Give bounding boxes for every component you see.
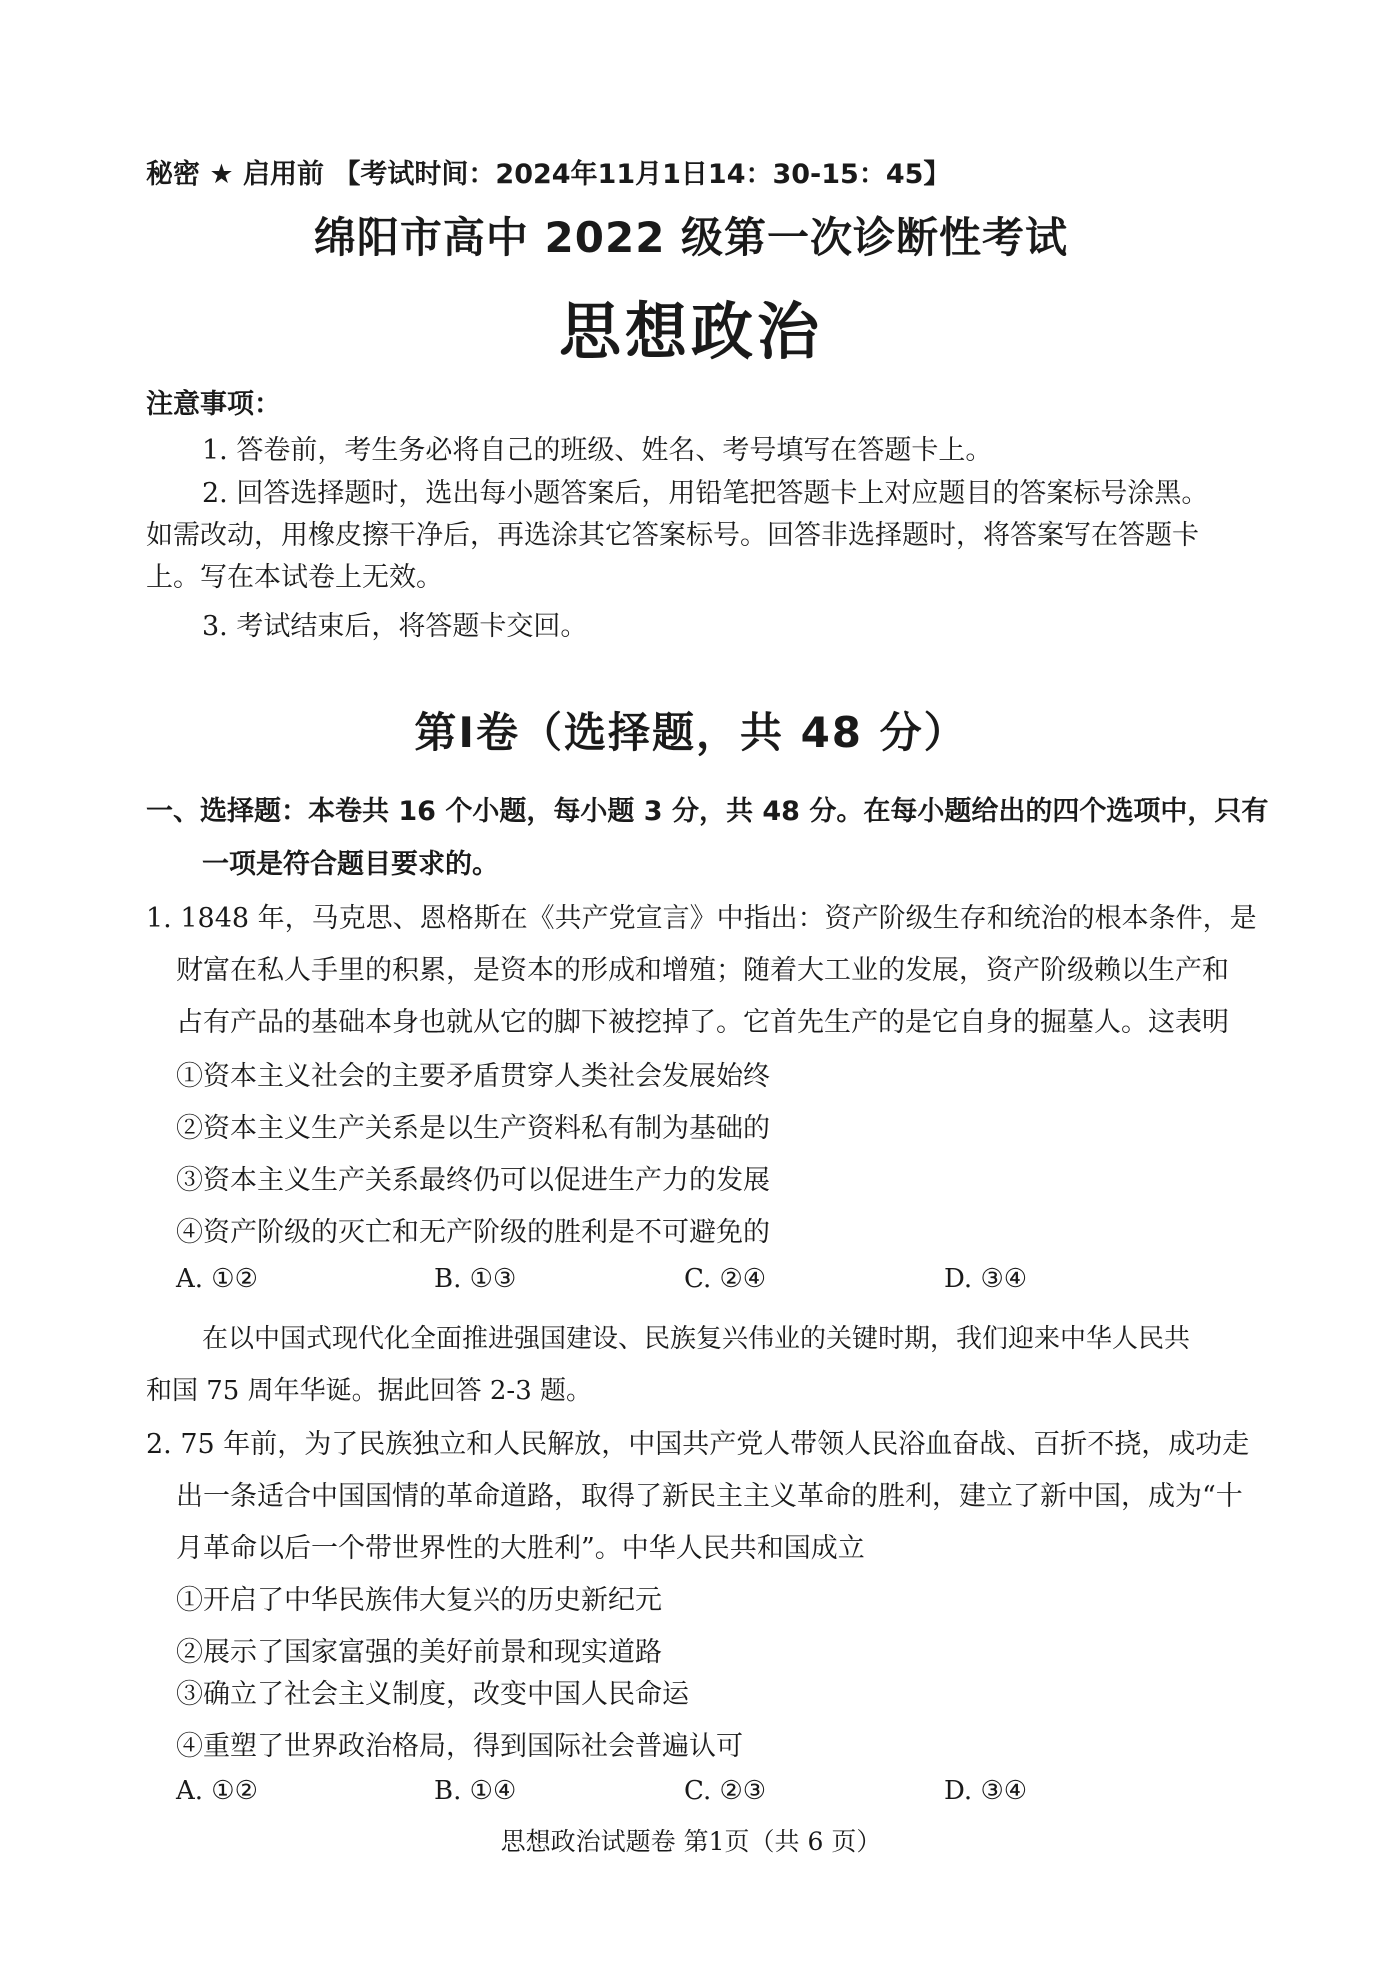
section-title: 第Ⅰ卷（选择题，共 48 分） [414,708,968,757]
part-instructions-line-1: 一、选择题：本卷共 16 个小题，每小题 3 分，共 48 分。在每小题给出的四个选项中，只有 [146,796,1269,827]
exam-title: 绵阳市高中 2022 级第一次诊断性考试 [313,213,1069,262]
q1-statement-4: ④资产阶级的灭亡和无产阶级的胜利是不可避免的 [176,1217,770,1248]
confidential-line: 秘密 ★ 启用前 【考试时间：2024年11月1日14：30-15：45】 [146,159,951,190]
q1-stem-line-2: 财富在私人手里的积累，是资本的形成和增殖；随着大工业的发展，资产阶级赖以生产和 [176,955,1229,986]
q1-stem-line-3: 占有产品的基础本身也就从它的脚下被挖掉了。它首先生产的是它自身的掘墓人。这表明 [176,1007,1229,1038]
q1-option-b: B. ①③ [434,1264,517,1294]
notice-item-2-line-2: 如需改动，用橡皮擦干净后，再选涂其它答案标号。回答非选择题时，将答案写在答题卡 [146,520,1199,551]
q1-statement-1: ①资本主义社会的主要矛盾贯穿人类社会发展始终 [176,1061,770,1092]
subject-title: 思想政治 [558,295,823,368]
q1-option-d: D. ③④ [944,1264,1028,1294]
q1-stem-line-1: 1. 1848 年，马克思、恩格斯在《共产党宣言》中指出：资产阶级生存和统治的根本条件，是 [146,903,1257,934]
notice-item-1: 1. 答卷前，考生务必将自己的班级、姓名、考号填写在答题卡上。 [202,435,993,466]
q2-option-b: B. ①④ [434,1776,517,1806]
q2-statement-4: ④重塑了世界政治格局，得到国际社会普遍认可 [176,1731,743,1762]
notice-item-2-line-1: 2. 回答选择题时，选出每小题答案后，用铅笔把答题卡上对应题目的答案标号涂黑。 [202,478,1209,509]
q2-option-d: D. ③④ [944,1776,1028,1806]
q2-stem-line-1: 2. 75 年前，为了民族独立和人民解放，中国共产党人带领人民浴血奋战、百折不挠，成功走 [146,1429,1250,1460]
part-instructions-line-2: 一项是符合题目要求的。 [202,849,499,880]
q1-statement-3: ③资本主义生产关系最终仍可以促进生产力的发展 [176,1165,770,1196]
q1-option-c: C. ②④ [684,1264,767,1294]
page-footer: 思想政治试题卷 第1页（共 6 页） [500,1827,882,1856]
q2-option-a: A. ①② [176,1776,258,1806]
notice-item-3: 3. 考试结束后，将答题卡交回。 [202,611,588,642]
q2-stem-line-3: 月革命以后一个带世界性的大胜利”。中华人民共和国成立 [176,1533,865,1564]
q2-statement-2: ②展示了国家富强的美好前景和现实道路 [176,1637,662,1668]
q2-statement-3: ③确立了社会主义制度，改变中国人民命运 [176,1679,689,1710]
intro-line-2: 和国 75 周年华诞。据此回答 2-3 题。 [146,1376,593,1406]
intro-line-1: 在以中国式现代化全面推进强国建设、民族复兴伟业的关键时期，我们迎来中华人民共 [202,1324,1191,1354]
q2-statement-1: ①开启了中华民族伟大复兴的历史新纪元 [176,1585,662,1616]
notice-item-2-line-3: 上。写在本试卷上无效。 [146,562,443,593]
q1-option-a: A. ①② [176,1264,258,1294]
q2-stem-line-2: 出一条适合中国国情的革命道路，取得了新民主主义革命的胜利，建立了新中国，成为“十 [176,1481,1243,1512]
notice-heading: 注意事项： [146,389,281,420]
q2-option-c: C. ②③ [684,1776,767,1806]
q1-statement-2: ②资本主义生产关系是以生产资料私有制为基础的 [176,1113,770,1144]
